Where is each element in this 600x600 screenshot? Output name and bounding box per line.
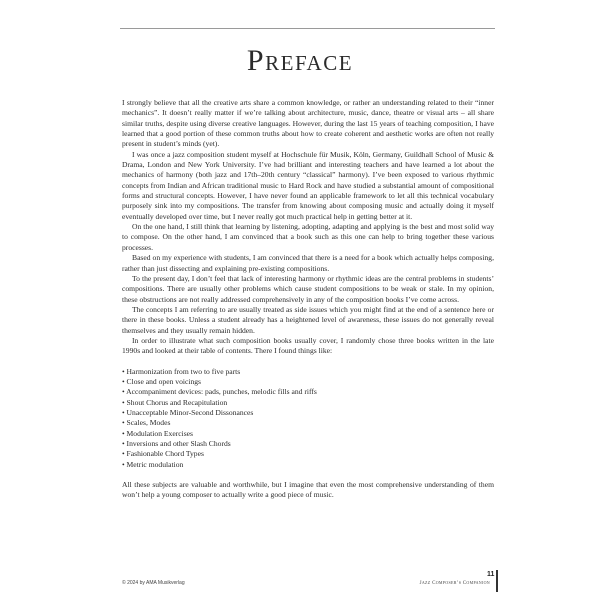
page-title: Preface [246,44,354,77]
running-footer-title: Jazz Composer’s Companion [419,581,490,586]
paragraph-6: The concepts I am referring to are usually treated as side issues which you might find at the end of a sentence here or there in these books. Unless a student already has a heightened level of awareness, these issues do not generally reveal themselves and they usually remain hidden. [122,304,494,335]
paragraph-4: Based on my experience with students, I am convinced that there is a need for a book which actually helps composing, rather than just dissecting and explaining pre-existing compositions. [122,253,494,273]
body-text [122,98,494,501]
paragraph-7: In order to illustrate what such composition books usually cover, I randomly chose three books written in the late 1990s and looked at their table of contents. There I found things like: [122,335,494,356]
header-rule [120,28,495,29]
page-number-rule [496,570,498,592]
list-item: • Unacceptable Minor-Second Dissonances [122,407,254,417]
list-spacer-top [122,357,494,367]
list-item: • Modulation Exercises [122,428,193,438]
copyright-notice: © 2024 by AMA Musikverlag [122,580,185,586]
closing-paragraph: All these subjects are valuable and worthwhile, but I imagine that even the most comprehensive understanding of them won’t help a young composer to actually write a good piece of music. [122,480,494,500]
paragraph-2: I was once a jazz composition student myself at Hochschule für Musik, Köln, Germany, Guildhall School of Music & Drama, London and New York University. I’ve had brilliant and interesting teachers and have learned a lot about the mechanics of harmony (both jazz and 17th–20th century “classical” harmony). I’ve been exposed to various rhythmic concepts from Indian and African traditional music to Hard Rock and have studied a substantial amount of compositional forms and structural concepts. However, I have never found an applicable framework to let all this technical vocabulary purposely sink into my compositions. The transfer from knowing about composing music and actually doing it myself eventually developed over time, but I never really got much practical help in getting better at it. [122,149,494,221]
list-spacer-bottom [122,470,494,480]
topics-list [122,367,494,470]
list-item: • Fashionable Chord Types [122,449,204,459]
list-item: • Shout Chorus and Recapitulation [122,397,228,407]
list-item: • Inversions and other Slash Chords [122,439,231,448]
list-item: • Close and open voicings [122,376,202,386]
list-item: • Metric modulation [122,459,184,469]
paragraph-5: To the present day, I don’t feel that lack of interesting harmony or rhythmic ideas are the central problems in students’ compositions. There are usually other problems which cause student compositions to be weak or stale. In my opinion, these obstructions are not really addressed comprehensively in any of the composition books I’ve come across. [122,273,494,304]
list-item: • Harmonization from two to five parts [122,366,241,376]
list-item: • Accompaniment devices: pads, punches, melodic fills and riffs [122,387,317,397]
paragraph-1: I strongly believe that all the creative arts share a common knowledge, or rather an understanding related to their “inner mechanics”. It doesn’t really matter if we’re talking about architecture, music, dance, theatre or visual arts – all share similar truths, despite using diverse creative languages. However, during the last 15 years of teaching composition, I have learned that a good portion of these common truths about how to create coherent and aesthetic works are often not really present in student’s minds (yet). [122,98,494,149]
list-item: • Scales, Modes [122,418,171,428]
page-number: 11 [487,571,495,578]
paragraph-3: On the one hand, I still think that learning by listening, adopting, adapting and applying is the best and most solid way to compose. On the other hand, I am convinced that a book such as this one can help to bring together these various processes. [122,222,494,252]
